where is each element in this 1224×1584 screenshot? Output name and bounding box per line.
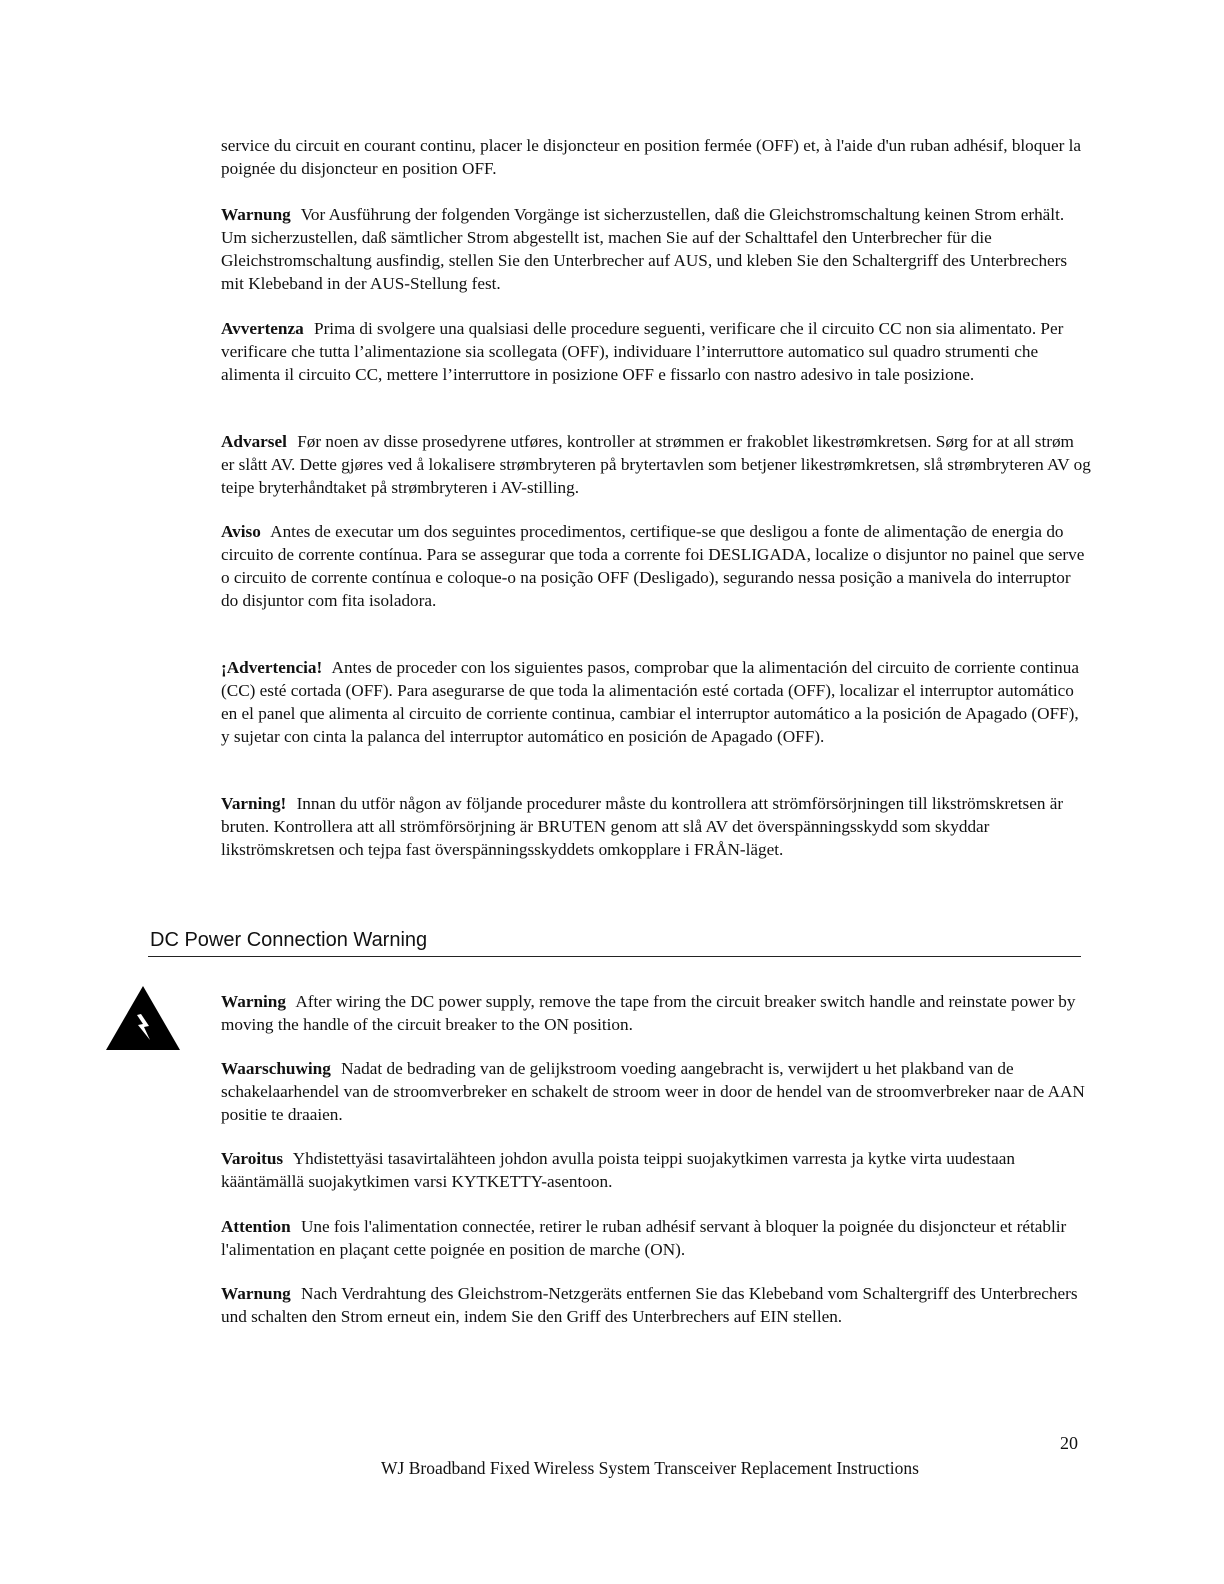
paragraph-text: Innan du utför någon av följande procedurer måste du kontrollera att strömförsörjningen till likströmskretsen är bruten. Kontrollera att all strömförsörjning är BRUTEN genom att slå AV det överspänningsskydd som skyddar likströmskretsen och tejpa fast överspänningsskyddets omkopplare i FRÅN-läget. xyxy=(221,794,1064,859)
paragraph-advertencia-spanish xyxy=(221,656,1091,748)
paragraph-french-continued xyxy=(221,134,1091,180)
paragraph-varoitus-finnish xyxy=(221,1147,1091,1193)
paragraph-text: Før noen av disse prosedyrene utføres, kontroller at strømmen er frakoblet likestrømkretsen. Sørg for at all strøm er slått AV. Dette gjøres ved å lokalisere strømbryteren på brytertavlen som betjener likestrømkretsen, slå strømbryteren AV og teipe bryterhåndtaket på strømbryteren i AV-stilling. xyxy=(221,432,1091,497)
paragraph-lead: Advarsel xyxy=(221,432,287,451)
paragraph-varning-swedish xyxy=(221,792,1091,861)
paragraph-warnung-german-2 xyxy=(221,1282,1091,1328)
paragraph-text: Antes de executar um dos seguintes procedimentos, certifique-se que desligou a fonte de alimentação de energia do circuito de corrente contínua. Para se assegurar que toda a corrente foi DESLIGADA, localize o disjuntor no painel que serve o circuito de corrente contínua e coloque-o na posição OFF (Desligado), segurando nessa posição a manivela do interruptor do disjuntor com fita isoladora. xyxy=(221,522,1085,610)
paragraph-text: Une fois l'alimentation connectée, retirer le ruban adhésif servant à bloquer la poignée du disjoncteur et rétablir l'alimentation en plaçant cette poignée en position de marche (ON). xyxy=(221,1217,1067,1259)
paragraph-advarsel-norwegian xyxy=(221,430,1091,499)
paragraph-lead: Warning xyxy=(221,992,286,1011)
paragraph-lead: Warnung xyxy=(221,1284,291,1303)
paragraph-text: Prima di svolgere una qualsiasi delle procedure seguenti, verificare che il circuito CC non sia alimentato. Per verificare che tutta l’alimentazione sia scollegata (OFF), individuare l’interruttore automatico sul quadro strumenti che alimenta il circuito CC, mettere l’interruttore in posizione OFF e fissarlo con nastro adesivo in tale posizione. xyxy=(221,319,1064,384)
paragraph-aviso-portuguese xyxy=(221,520,1091,612)
paragraph-attention-french xyxy=(221,1215,1091,1261)
section-heading: DC Power Connection Warning xyxy=(150,929,428,951)
heading-rule xyxy=(148,956,1081,957)
page-number: 20 xyxy=(1060,1433,1078,1453)
paragraph-waarschuwing-dutch xyxy=(221,1057,1091,1126)
paragraph-lead: Aviso xyxy=(221,522,261,541)
paragraph-lead: Varning! xyxy=(221,794,287,813)
paragraph-lead: Attention xyxy=(221,1217,291,1236)
paragraph-text: Nadat de bedrading van de gelijkstroom voeding aangebracht is, verwijdert u het plakband van de schakelaarhendel van de stroomverbreker en schakelt de stroom weer in door de hendel van de stroomverbreker naar de AAN positie te draaien. xyxy=(221,1059,1085,1124)
paragraph-lead: Warnung xyxy=(221,205,291,224)
paragraph-text: Antes de proceder con los siguientes pasos, comprobar que la alimentación del circuito de corriente continua (CC) esté cortada (OFF). Para asegurarse de que toda la alimentación esté cortada (OFF), localizar el interruptor automático en el panel que alimenta al circuito de corriente continua, cambiar el interruptor automático a la posición de Apagado (OFF), y sujetar con cinta la palanca del interruptor automático en posición de Apagado (OFF). xyxy=(221,658,1079,746)
paragraph-lead: Avvertenza xyxy=(221,319,304,338)
paragraph-text: service du circuit en courant continu, placer le disjoncteur en position fermée (OFF) et, à l'aide d'un ruban adhésif, bloquer la poignée du disjoncteur en position OFF. xyxy=(221,136,1082,178)
warning-triangle-lightning-icon xyxy=(104,984,182,1052)
page-footer: WJ Broadband Fixed Wireless System Transceiver Replacement Instructions xyxy=(381,1458,919,1478)
paragraph-lead: Varoitus xyxy=(221,1149,284,1168)
paragraph-warnung-german xyxy=(221,203,1091,295)
paragraph-text: Vor Ausführung der folgenden Vorgänge ist sicherzustellen, daß die Gleichstromschaltung keinen Strom erhält. Um sicherzustellen, daß sämtlicher Strom abgestellt ist, machen Sie auf der Schalttafel den Unterbrecher für die Gleichstromschaltung ausfindig, stellen Sie den Unterbrecher auf AUS, und kleben Sie den Schaltergriff des Unterbrechers mit Klebeband in der AUS-Stellung fest. xyxy=(221,205,1068,293)
paragraph-warning-english xyxy=(221,990,1091,1036)
paragraph-lead: Waarschuwing xyxy=(221,1059,331,1078)
paragraph-text: Nach Verdrahtung des Gleichstrom-Netzgeräts entfernen Sie das Klebeband vom Schaltergriff des Unterbrechers und schalten den Strom erneut ein, indem Sie den Griff des Unterbrechers auf EIN stellen. xyxy=(221,1284,1078,1326)
paragraph-avvertenza-italian xyxy=(221,317,1091,386)
paragraph-text: Yhdistettyäsi tasavirtalähteen johdon avulla poista teippi suojakytkimen varresta ja kytke virta uudestaan kääntämällä suojakytkimen varsi KYTKETTY-asentoon. xyxy=(221,1149,1015,1191)
paragraph-lead: ¡Advertencia! xyxy=(221,658,323,677)
paragraph-text: After wiring the DC power supply, remove the tape from the circuit breaker switch handle and reinstate power by moving the handle of the circuit breaker to the ON position. xyxy=(221,992,1076,1034)
